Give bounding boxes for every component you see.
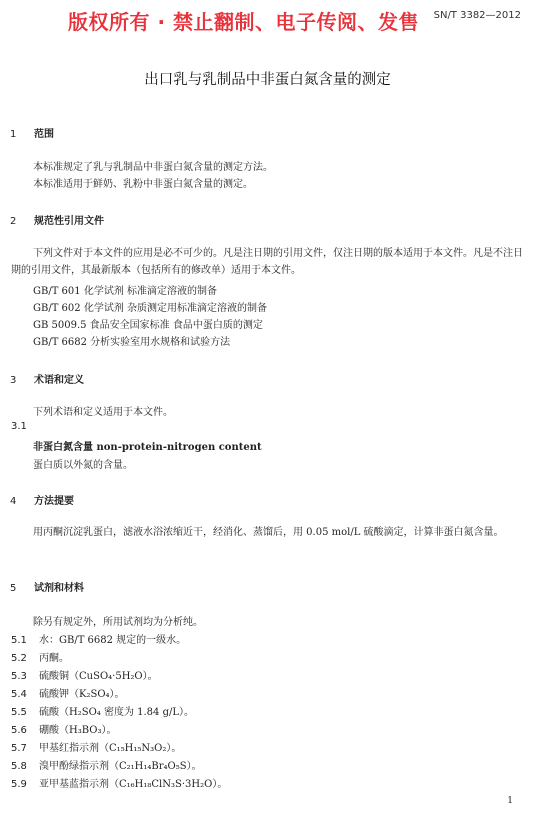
section-title: 试剂和材料 [34, 583, 84, 594]
standard-code: SN/T 3382—2012 [433, 10, 521, 21]
page-number: 1 [507, 796, 513, 806]
reagent-item [11, 721, 116, 736]
reagent-item [11, 739, 181, 754]
term-heading: 非蛋白氮含量 non-protein-nitrogen content [33, 442, 262, 453]
item-number: 5.3 [11, 671, 27, 682]
reagent-item [11, 757, 202, 772]
paragraph: 本标准规定了乳与乳制品中非蛋白氮含量的测定方法。 [33, 162, 273, 173]
item-number: 5.6 [11, 725, 27, 736]
reference-item: GB/T 601 化学试剂 标准滴定溶液的制备 [33, 286, 217, 297]
document-title: 出口乳与乳制品中非蛋白氮含量的测定 [144, 72, 391, 88]
paragraph: 用丙酮沉淀乳蛋白，滤液水浴浓缩近干，经消化、蒸馏后，用 0.05 mol/L 硫酸滴定，计算非蛋白氮含量。 [33, 527, 504, 538]
item-number: 5.7 [11, 743, 27, 754]
section-number: 5 [10, 583, 17, 594]
section-heading-4 [10, 492, 74, 507]
item-text: 硫酸铜（CuSO₄·5H₂O）。 [39, 671, 158, 682]
item-text: 硫酸（H₂SO₄ 密度为 1.84 g/L）。 [39, 707, 194, 718]
reference-item: GB 5009.5 食品安全国家标准 食品中蛋白质的测定 [33, 320, 263, 331]
item-text: 溴甲酚绿指示剂（C₂₁H₁₄Br₄O₅S）。 [39, 761, 202, 772]
section-heading-3 [10, 371, 84, 386]
paragraph: 除另有规定外，所用试剂均为分析纯。 [33, 617, 203, 628]
paragraph: 下列文件对于本文件的应用是必不可少的。凡是注日期的引用文件，仅注日期的版本适用于本文件。凡是不注日期的引用文件，其最新版本（包括所有的修改单）适用于本文件。 [11, 248, 523, 276]
item-number: 5.2 [11, 653, 27, 664]
item-text: 硼酸（H₃BO₃）。 [39, 725, 117, 736]
reagent-item [11, 703, 194, 718]
item-text: 甲基红指示剂（C₁₅H₁₅N₃O₂）。 [39, 743, 182, 754]
section-title: 方法提要 [34, 496, 74, 507]
paragraph: 本标准适用于鲜奶、乳粉中非蛋白氮含量的测定。 [33, 179, 253, 190]
reagent-item [11, 631, 186, 646]
item-number: 5.5 [11, 707, 27, 718]
item-text: 硫酸钾（K₂SO₄）。 [39, 689, 125, 700]
item-number: 5.1 [11, 635, 27, 646]
section-number: 4 [10, 496, 17, 507]
item-number: 5.4 [11, 689, 27, 700]
term-definition: 蛋白质以外氮的含量。 [33, 460, 133, 471]
item-text: 水：GB/T 6682 规定的一级水。 [39, 635, 187, 646]
reference-item: GB/T 602 化学试剂 杂质测定用标准滴定溶液的制备 [33, 303, 267, 314]
section-number: 1 [10, 129, 17, 140]
item-text: 亚甲基蓝指示剂（C₁₆H₁₈ClN₃S·3H₂O）。 [39, 779, 228, 790]
paragraph: 下列术语和定义适用于本文件。 [33, 407, 173, 418]
section-heading-5 [10, 579, 84, 594]
section-title: 规范性引用文件 [34, 216, 104, 227]
subsection-number: 3.1 [11, 421, 27, 432]
reagent-item [11, 685, 125, 700]
section-number: 2 [10, 216, 17, 227]
section-number: 3 [10, 375, 17, 386]
item-text: 丙酮。 [39, 653, 69, 664]
watermark-banner: 版权所有 · 禁止翻制、电子传阅、发售 [68, 10, 420, 34]
reagent-item [11, 667, 158, 682]
section-heading-1 [10, 125, 54, 140]
item-number: 5.8 [11, 761, 27, 772]
reagent-item [11, 775, 227, 790]
item-number: 5.9 [11, 779, 27, 790]
section-title: 范围 [34, 129, 54, 140]
section-title: 术语和定义 [34, 375, 84, 386]
reference-item: GB/T 6682 分析实验室用水规格和试验方法 [33, 337, 231, 348]
reagent-item [11, 649, 69, 664]
section-heading-2 [10, 212, 104, 227]
